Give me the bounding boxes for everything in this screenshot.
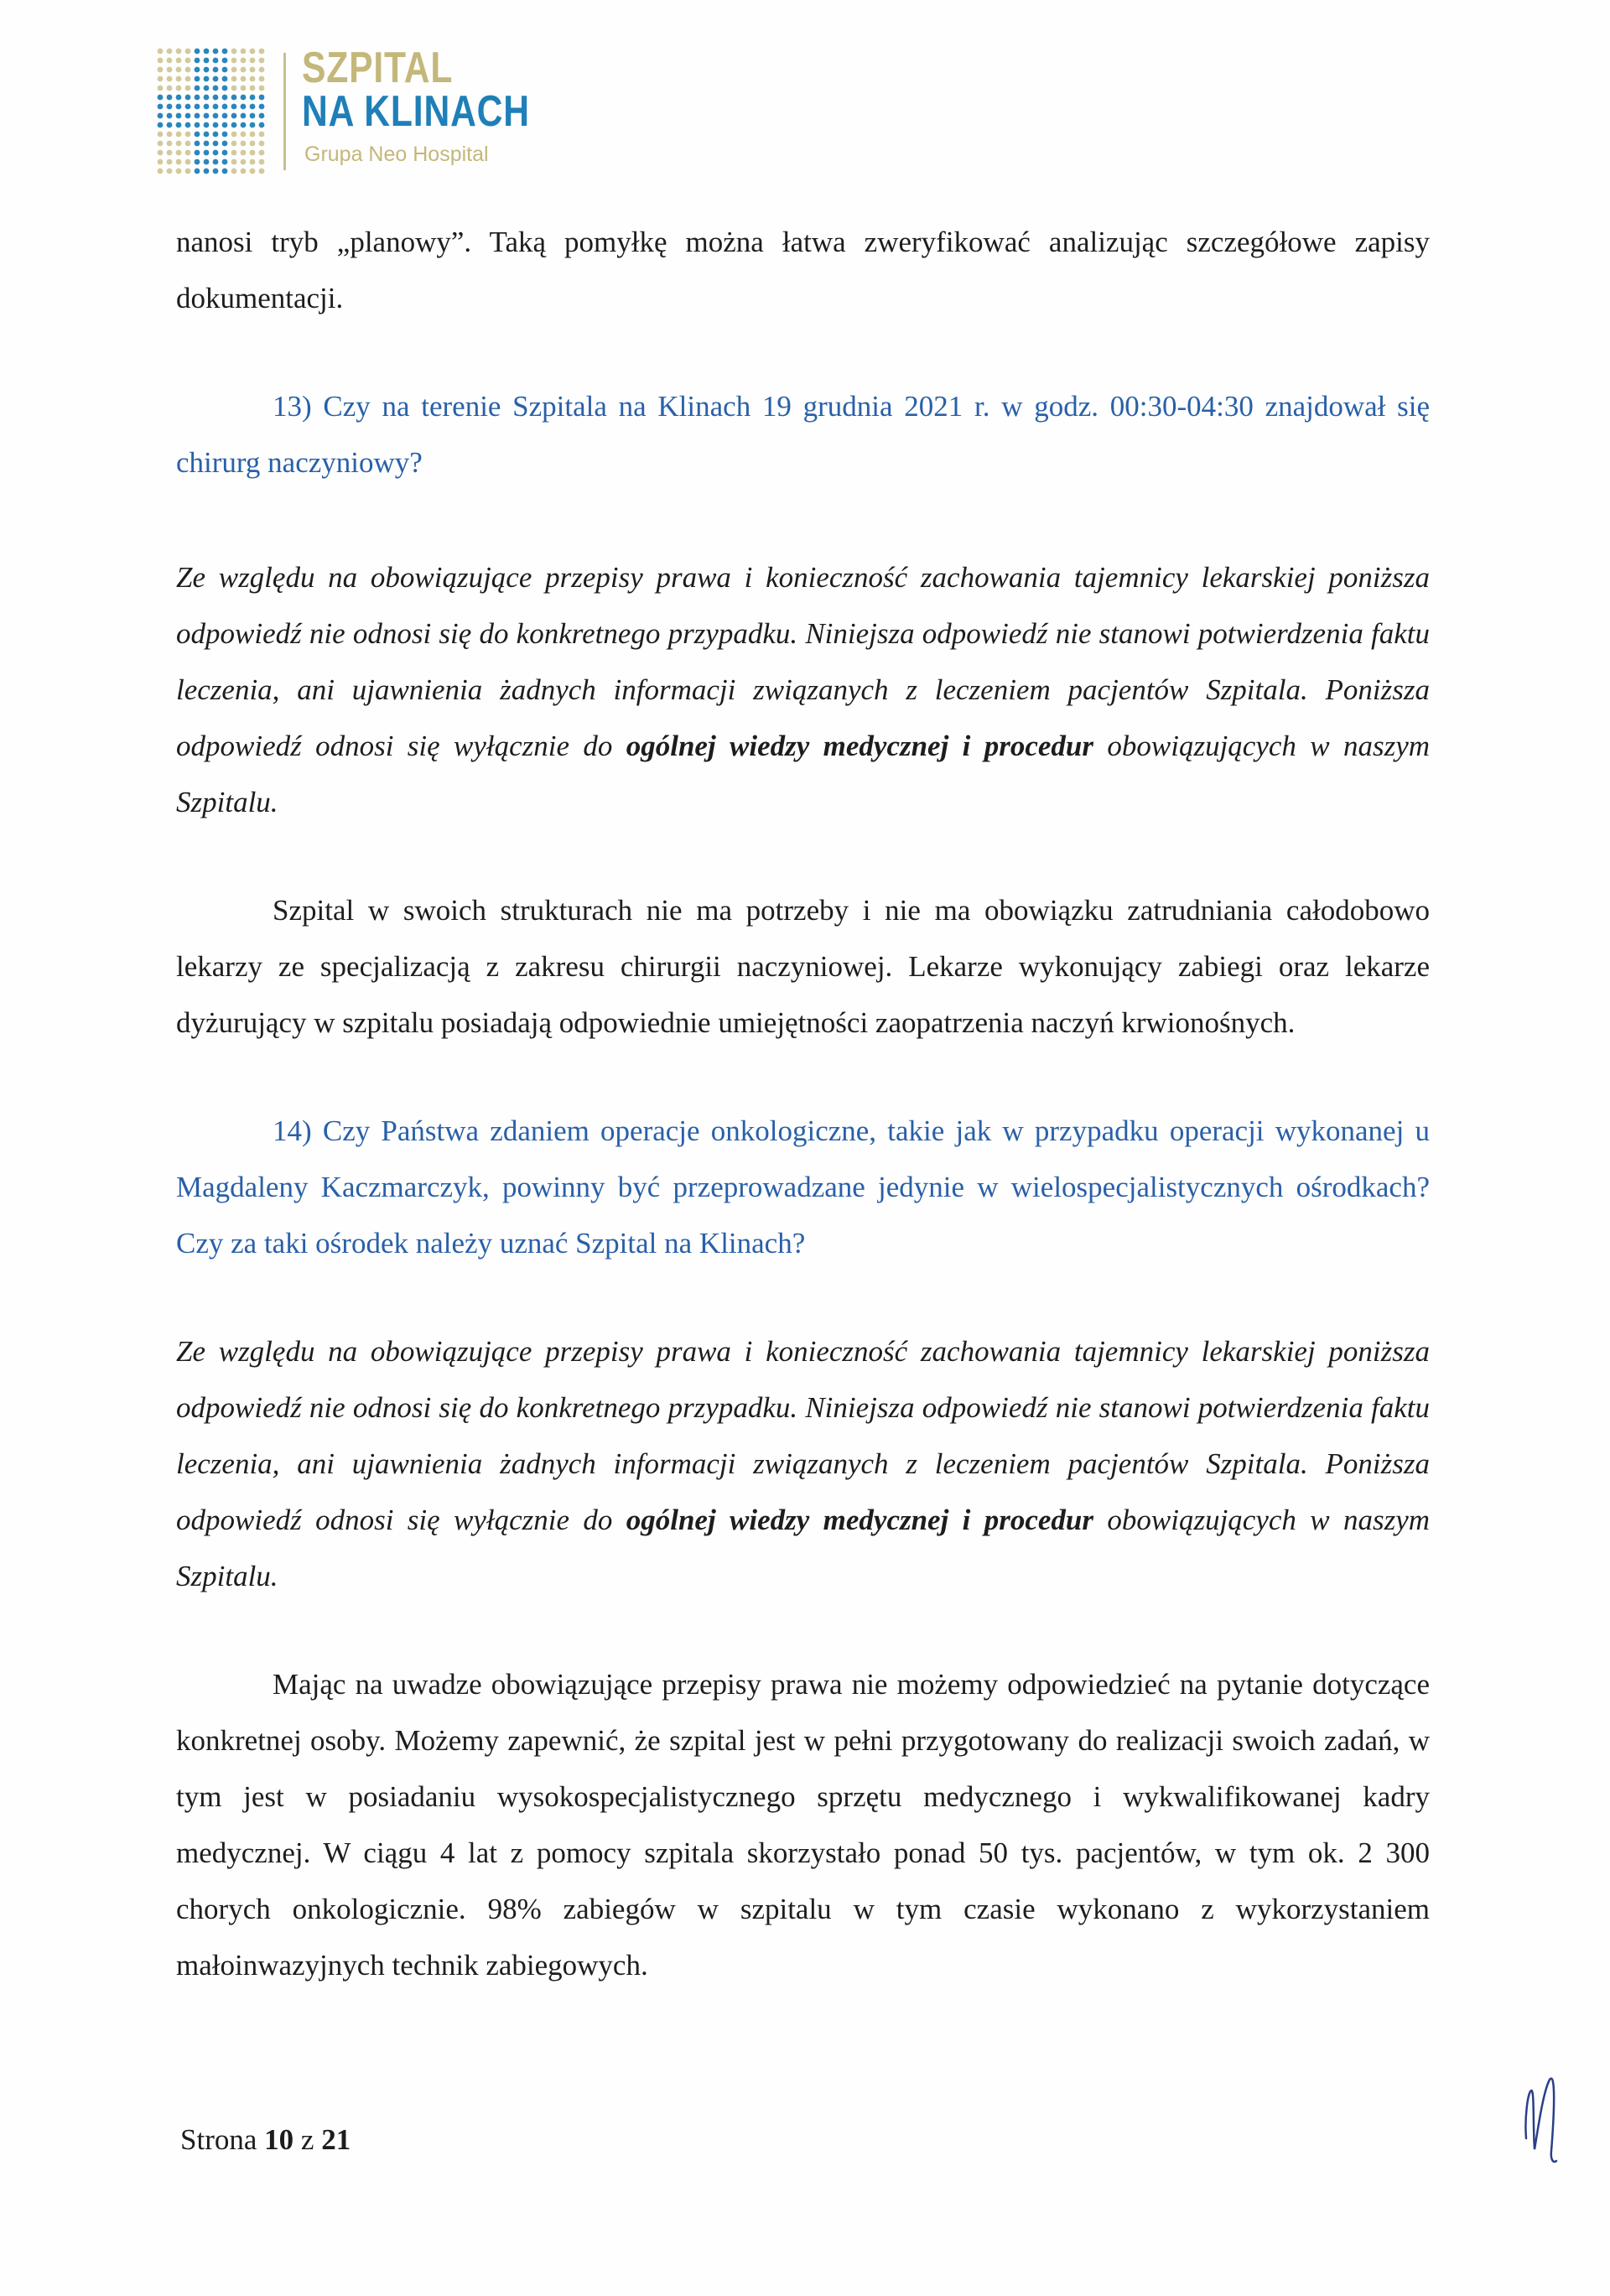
logo-line-1: SZPITAL: [302, 44, 454, 92]
disclaimer-2-end: obowiązujących w naszym Szpitalu.: [176, 1504, 1430, 1592]
answer-14: Mając na uwadze obowiązujące przepisy prawa nie możemy odpowiedzieć na pytanie dotyczące konkretnej osoby. Możemy zapewnić, że szpital jest w pełni przygotowany do realizacji swoich zadań, w tym jest w posiadaniu wysokospecjalistycznego sprzętu medycznego i wykwalifikowanej kadry medycznej. W ciągu 4 lat z pomocy szpitala skorzystało ponad 50 tys. pacjentów, w tym ok. 2 300 chorych onkologicznie. 98% zabiegów w szpitalu w tym czasie wykonano z wykorzystaniem małoinwazyjnych technik zabiegowych.: [176, 1668, 1430, 1982]
page-label: Strona: [180, 2123, 257, 2156]
logo-title: [302, 44, 530, 136]
document-body: [176, 214, 1430, 1993]
logo-divider: [283, 53, 286, 170]
handwritten-initial-signature: [1518, 2059, 1568, 2168]
page-total: 21: [321, 2123, 351, 2156]
cross-dots-logo-icon: [155, 46, 268, 176]
question-14: 14) Czy Państwa zdaniem operacje onkologiczne, takie jak w przypadku operacji wykonanej u Magdaleny Kaczmarczyk, powinny być przeprowadzane jedynie w wielospecjalistycznych ośrodkach? Czy za taki ośrodek należy uznać Szpital na Klinach?: [176, 1114, 1430, 1260]
answer-13: Szpital w swoich strukturach nie ma potrzeby i nie ma obowiązku zatrudniania całodobowo lekarzy ze specjalizacją z zakresu chirurgii naczyniowej. Lekarze wykonujący zabiegi oraz lekarze dyżurujący w szpitalu posiadają odpowiednie umiejętności zaopatrzenia naczyń krwionośnych.: [176, 894, 1430, 1039]
disclaimer-2-bold: ogólnej wiedzy medycznej i procedur: [626, 1504, 1094, 1536]
logo-subtitle: Grupa Neo Hospital: [304, 143, 489, 166]
disclaimer-1-text: Ze względu na obowiązujące przepisy prawa i konieczność zachowania tajemnicy lekarskiej poniższa odpowiedź nie odnosi się do konkretnego przypadku. Niniejsza odpowiedź nie stanowi potwierdzenia faktu leczenia, ani ujawnienia żadnych informacji związanych z leczeniem pacjentów Szpitala. Poniższa odpowiedź odnosi się wyłącznie do: [176, 561, 1430, 762]
hospital-logo: [155, 44, 530, 180]
page-current: 10: [264, 2123, 294, 2156]
disclaimer-2: [176, 1323, 1430, 1604]
page-of: z: [300, 2123, 314, 2156]
logo-line-2: NA KLINACH: [302, 87, 530, 136]
page-number: [180, 2123, 351, 2157]
disclaimer-1-end: obowiązujących w naszym Szpitalu.: [176, 730, 1430, 818]
question-13: 13) Czy na terenie Szpitala na Klinach 19 grudnia 2021 r. w godz. 00:30-04:30 znajdował się chirurg naczyniowy?: [176, 390, 1430, 479]
disclaimer-1: [176, 549, 1430, 830]
paragraph-continuation: nanosi tryb „planowy”. Taką pomyłkę można łatwa zweryfikować analizując szczegółowe zapisy dokumentacji.: [176, 226, 1430, 314]
disclaimer-2-text: Ze względu na obowiązujące przepisy prawa i konieczność zachowania tajemnicy lekarskiej poniższa odpowiedź nie odnosi się do konkretnego przypadku. Niniejsza odpowiedź nie stanowi potwierdzenia faktu leczenia, ani ujawnienia żadnych informacji związanych z leczeniem pacjentów Szpitala. Poniższa odpowiedź odnosi się wyłącznie do: [176, 1335, 1430, 1536]
disclaimer-1-bold: ogólnej wiedzy medycznej i procedur: [626, 730, 1094, 762]
